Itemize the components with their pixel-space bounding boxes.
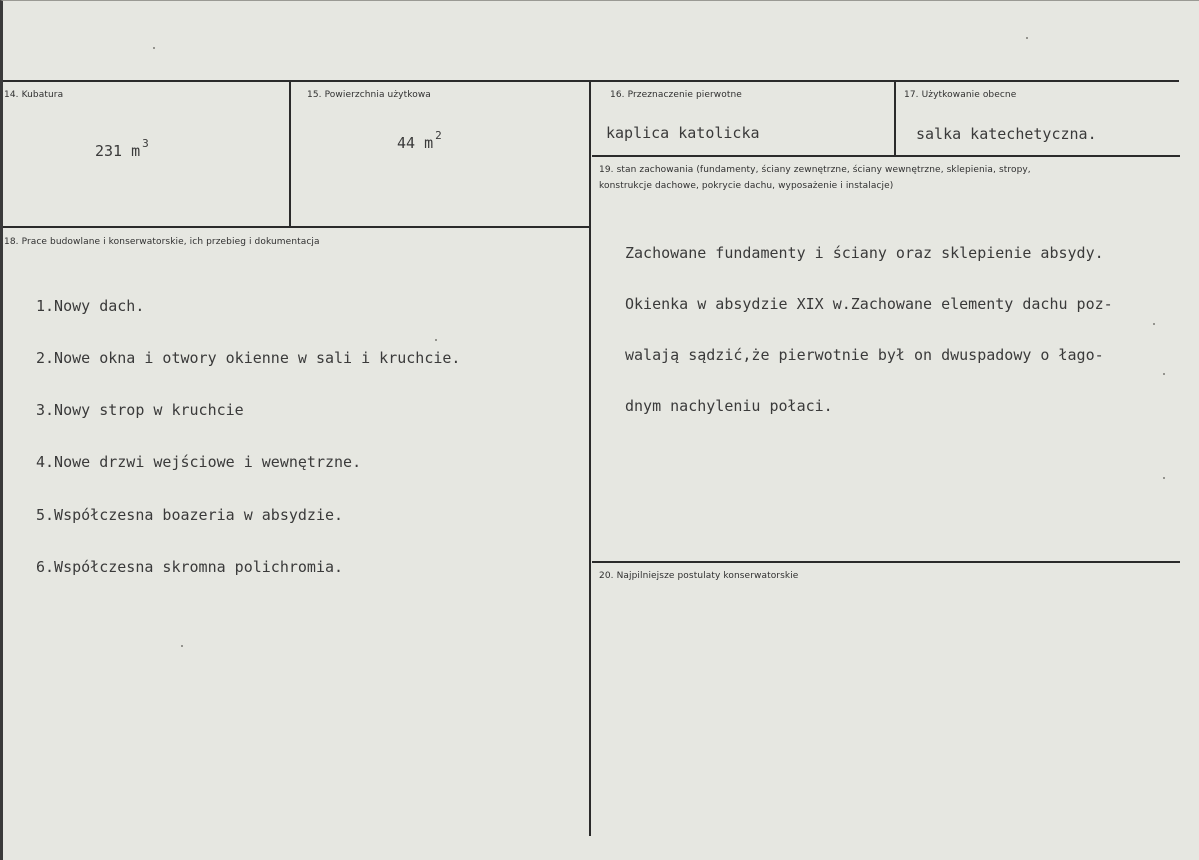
list-item: 5.Współczesna boazeria w absydzie. [36,505,344,524]
field-15-value [397,129,442,152]
powierzchnia-value: 44 m [397,134,434,152]
list-item: 1.Nowy dach. [36,296,145,315]
paper-speck [1163,477,1165,479]
field-15-label: 15. Powierzchnia użytkowa [307,90,431,100]
paper-speck [435,339,437,341]
field-18-label: 18. Prace budowlane i konserwatorskie, ich przebieg i dokumentacja [4,237,320,247]
field-19-label-line2: konstrukcje dachowe, pokrycie dachu, wyposażenie i instalacje) [599,181,894,191]
paper-speck [153,47,155,49]
field-20-label: 20. Najpilniejsze postulaty konserwatorskie [599,571,799,581]
paper-speck [1153,323,1155,325]
top-rule [3,80,1179,82]
kubatura-value: 231 m [95,142,141,160]
field-14-value [95,137,149,160]
list-item: 3.Nowy strop w kruchcie [36,401,244,420]
field-18-list [36,263,460,611]
field-14-label: 14. Kubatura [4,90,64,100]
rule-above-field-18 [3,226,591,228]
stan-line-3: walają sądzić,że pierwotnie był on dwuspadowy o łago- [625,346,1104,364]
powierzchnia-unit-exponent: 2 [435,129,442,142]
paper-speck [1163,373,1165,375]
field-16-label: 16. Przeznaczenie pierwotne [610,90,742,100]
field-19-text [625,211,1113,449]
divider-main [589,81,591,836]
rule-under-fields-16-17 [592,155,1180,157]
kubatura-unit-exponent: 3 [142,137,149,150]
stan-line-1: Zachowane fundamenty i ściany oraz sklepienie absydy. [625,244,1104,262]
list-item: 2.Nowe okna i otwory okienne w sali i kruchcie. [36,349,461,368]
list-item: 4.Nowe drzwi wejściowe i wewnętrzne. [36,453,362,472]
field-19-label-line1: 19. stan zachowania (fundamenty, ściany zewnętrzne, ściany wewnętrzne, sklepienia, stropy, [599,165,1031,175]
field-17-label: 17. Użytkowanie obecne [904,90,1017,100]
paper-speck [181,645,183,647]
stan-line-4: dnym nachyleniu połaci. [625,397,833,415]
field-17-value: salka katechetyczna. [916,125,1097,143]
paper-speck [1026,37,1028,39]
stan-line-2: Okienka w absydzie XIX w.Zachowane elementy dachu poz- [625,295,1113,313]
rule-above-field-20 [592,561,1180,563]
divider-14-15 [289,81,291,227]
list-item: 6.Współczesna skromna polichromia. [36,557,344,576]
divider-16-17 [894,81,896,156]
field-16-value: kaplica katolicka [606,124,760,142]
